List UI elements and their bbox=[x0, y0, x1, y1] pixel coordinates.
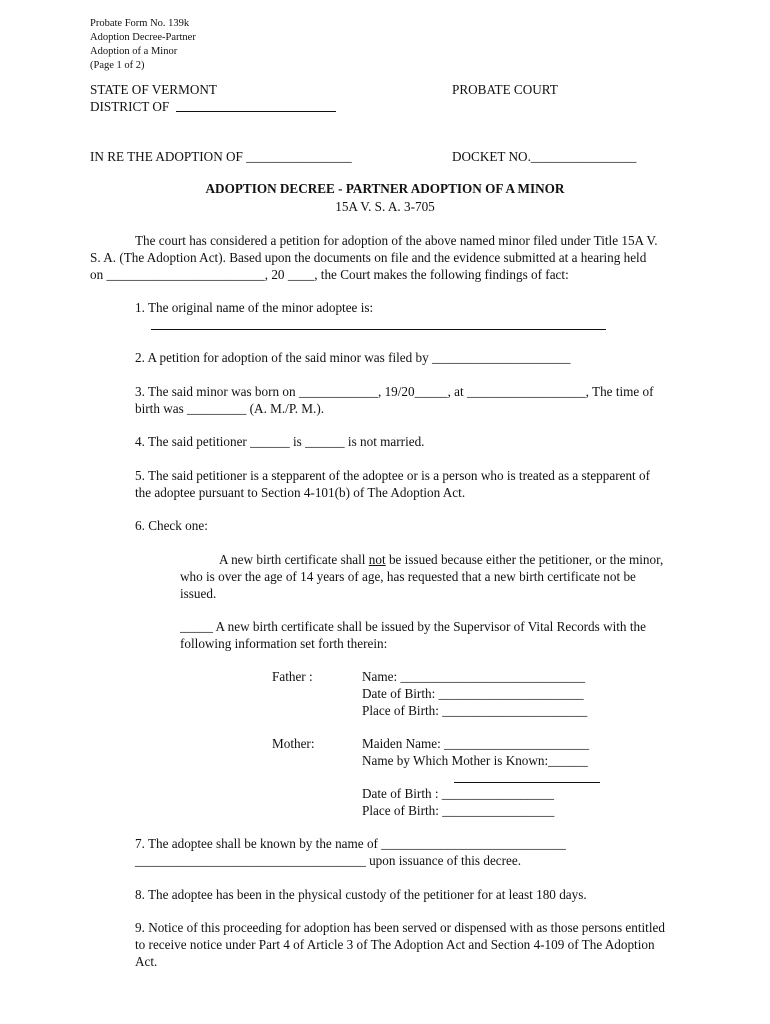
father-name-field: Name: ____________________________ bbox=[362, 669, 586, 684]
state-label: STATE OF VERMONT bbox=[90, 82, 217, 97]
option-1-line-3: issued. bbox=[180, 586, 217, 601]
finding-1: 1. The original name of the minor adoptee is: bbox=[135, 300, 374, 315]
mother-pob-field: Place of Birth: _________________ bbox=[362, 803, 555, 818]
option-1-not: not bbox=[368, 552, 386, 567]
father-label: Father : bbox=[272, 669, 313, 684]
form-title: Adoption Decree-Partner bbox=[90, 32, 196, 43]
finding-2: 2. A petition for adoption of the said minor was filed by _____________________ bbox=[135, 350, 571, 365]
finding-5-line-2: the adoptee pursuant to Section 4-101(b) of The Adoption Act. bbox=[135, 485, 466, 500]
finding-8: 8. The adoptee has been in the physical custody of the petitioner for at least 180 days. bbox=[135, 887, 587, 902]
finding-4: 4. The said petitioner ______ is ______ is not married. bbox=[135, 434, 425, 449]
mother-known-field: Name by Which Mother is Known:______ bbox=[362, 753, 588, 768]
finding-9-line-2: to receive notice under Part 4 of Article 3 of The Adoption Act and Section 4-109 of The Adoption bbox=[135, 937, 655, 952]
court-label: PROBATE COURT bbox=[452, 82, 558, 97]
form-number: Probate Form No. 139k bbox=[90, 18, 190, 29]
option-1-text-a: A new birth certificate shall bbox=[219, 552, 369, 567]
finding-6: 6. Check one: bbox=[135, 518, 208, 533]
statute-reference: 15A V. S. A. 3-705 bbox=[335, 199, 435, 214]
option-2-line-1: _____ A new birth certificate shall be issued by the Supervisor of Vital Records with the bbox=[180, 619, 646, 634]
finding-9-line-3: Act. bbox=[135, 954, 158, 969]
father-dob-field: Date of Birth: ______________________ bbox=[362, 686, 584, 701]
mother-maiden-field: Maiden Name: ______________________ bbox=[362, 736, 590, 751]
mother-label: Mother: bbox=[272, 736, 315, 751]
mother-dob-field: Date of Birth : _________________ bbox=[362, 786, 554, 801]
option-1-line-1 bbox=[219, 551, 663, 568]
option-1-text-b: be issued because either the petitioner, or the minor, bbox=[385, 552, 664, 567]
mother-known-extra-line bbox=[454, 782, 600, 783]
option-1-line-2: who is over the age of 14 years of age, has requested that a new birth certificate not be bbox=[180, 569, 636, 584]
finding-5-line-1: 5. The said petitioner is a stepparent of the adoptee or is a person who is treated as a stepparent of bbox=[135, 468, 651, 483]
form-subtitle: Adoption of a Minor bbox=[90, 46, 178, 57]
intro-line-3: on ________________________, 20 ____, the Court makes the following findings of fact: bbox=[90, 267, 569, 282]
district-blank-line bbox=[176, 111, 336, 112]
page-indicator: (Page 1 of 2) bbox=[90, 60, 145, 71]
intro-line-1: The court has considered a petition for adoption of the above named minor filed under Title 15A V. bbox=[135, 233, 658, 248]
finding-3-line-2: birth was _________ (A. M./P. M.). bbox=[135, 401, 325, 416]
decree-title: ADOPTION DECREE - PARTNER ADOPTION OF A MINOR bbox=[205, 181, 565, 196]
finding-7-line-2: ___________________________________ upon issuance of this decree. bbox=[135, 853, 522, 868]
father-pob-field: Place of Birth: ______________________ bbox=[362, 703, 588, 718]
district-label: DISTRICT OF bbox=[90, 99, 170, 114]
finding-3-line-1: 3. The said minor was born on ____________, 19/20_____, at __________________, The time of bbox=[135, 384, 654, 399]
option-2-line-2: following information set forth therein: bbox=[180, 636, 388, 651]
finding-9-line-1: 9. Notice of this proceeding for adoption has been served or dispensed with as those persons entitled bbox=[135, 920, 665, 935]
original-name-line bbox=[151, 329, 606, 330]
finding-7-line-1: 7. The adoptee shall be known by the name of ____________________________ bbox=[135, 836, 566, 851]
docket-number: DOCKET NO.________________ bbox=[452, 149, 637, 164]
in-re-adoption: IN RE THE ADOPTION OF ________________ bbox=[90, 149, 352, 164]
intro-line-2: S. A. (The Adoption Act). Based upon the documents on file and the evidence submitted at a hearing held bbox=[90, 250, 647, 265]
